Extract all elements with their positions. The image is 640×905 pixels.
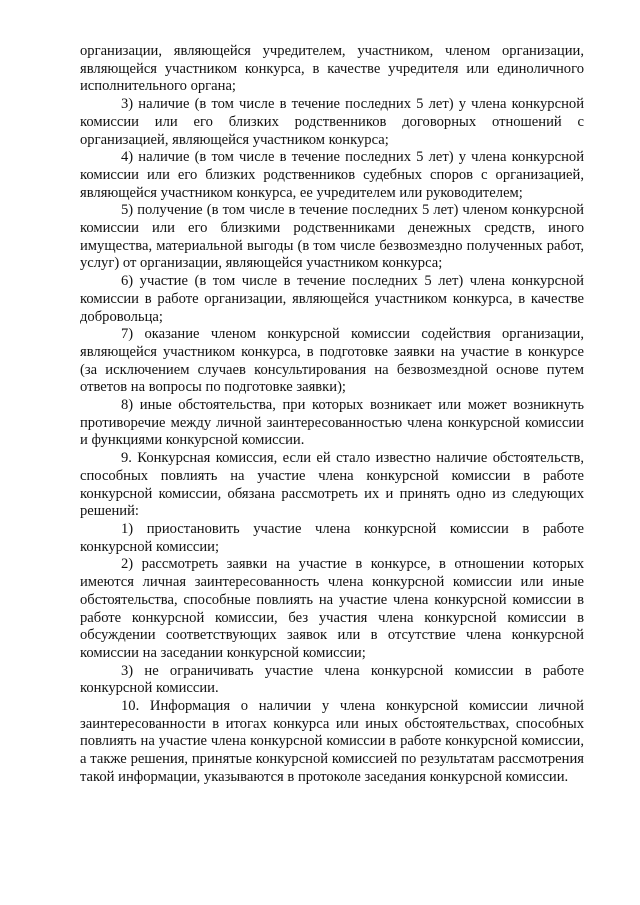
paragraph-section-9: 9. Конкурсная комиссия, если ей стало известно наличие обстоятельств, способных повлиять на участие члена конкурсной комиссии в работе конкурсной комиссии, обязана рассмотреть их и принять одно из следующих решений:: [80, 450, 584, 520]
paragraph-decision-3: 3) не ограничивать участие члена конкурсной комиссии в работе конкурсной комиссии.: [80, 662, 584, 697]
paragraph-item-3: 3) наличие (в том числе в течение последних 5 лет) у члена конкурсной комиссии или его близких родственников договорных отношений с организацией, являющейся участником конкурса;: [80, 96, 584, 148]
paragraph-decision-2: 2) рассмотреть заявки на участие в конкурсе, в отношении которых имеются личная заинтересованность члена конкурсной комиссии или иные обстоятельства, способные повлиять на участие члена конкурсной комиссии в работе конкурсной комиссии, без участия члена конкурсной комиссии в обсуждении соответствующих заявок или в отсутствие члена конкурсной комиссии на заседании конкурсной комиссии;: [80, 556, 584, 661]
paragraph-section-10: 10. Информация о наличии у члена конкурсной комиссии личной заинтересованности в итогах конкурса или иных обстоятельствах, способных повлиять на участие члена конкурсной комиссии в работе конкурсной комиссии, а также решения, принятые конкурсной комиссией по результатам рассмотрения такой информации, указываются в протоколе заседания конкурсной комиссии.: [80, 698, 584, 785]
paragraph-decision-1: 1) приостановить участие члена конкурсной комиссии в работе конкурсной комиссии;: [80, 520, 584, 555]
paragraph-item-7: 7) оказание членом конкурсной комиссии содействия организации, являющейся участником конкурса, в подготовке заявки на участие в конкурсе (за исключением случаев консультирования на безвозмездной основе путем ответов на вопросы по подготовке заявки);: [80, 326, 584, 396]
paragraph-item-4: 4) наличие (в том числе в течение последних 5 лет) у члена конкурсной комиссии или его близких родственников судебных споров с организацией, являющейся участником конкурса, ее учредителем или руководителем;: [80, 149, 584, 201]
paragraph-item-6: 6) участие (в том числе в течение последних 5 лет) члена конкурсной комиссии в работе организации, являющейся участником конкурса, в качестве добровольца;: [80, 273, 584, 325]
paragraph-continuation: организации, являющейся учредителем, участником, членом организации, являющейся участником конкурса, в качестве учредителя или единоличного исполнительного органа;: [80, 43, 584, 95]
paragraph-item-5: 5) получение (в том числе в течение последних 5 лет) членом конкурсной комиссии или его близкими родственниками денежных средств, иного имущества, материальной выгоды (в том числе безвозмездно полученных работ, услуг) от организации, являющейся участником конкурса;: [80, 202, 584, 272]
document-page: [80, 43, 584, 787]
paragraph-item-8: 8) иные обстоятельства, при которых возникает или может возникнуть противоречие между личной заинтересованностью члена конкурсной комиссии и функциями конкурсной комиссии.: [80, 397, 584, 449]
